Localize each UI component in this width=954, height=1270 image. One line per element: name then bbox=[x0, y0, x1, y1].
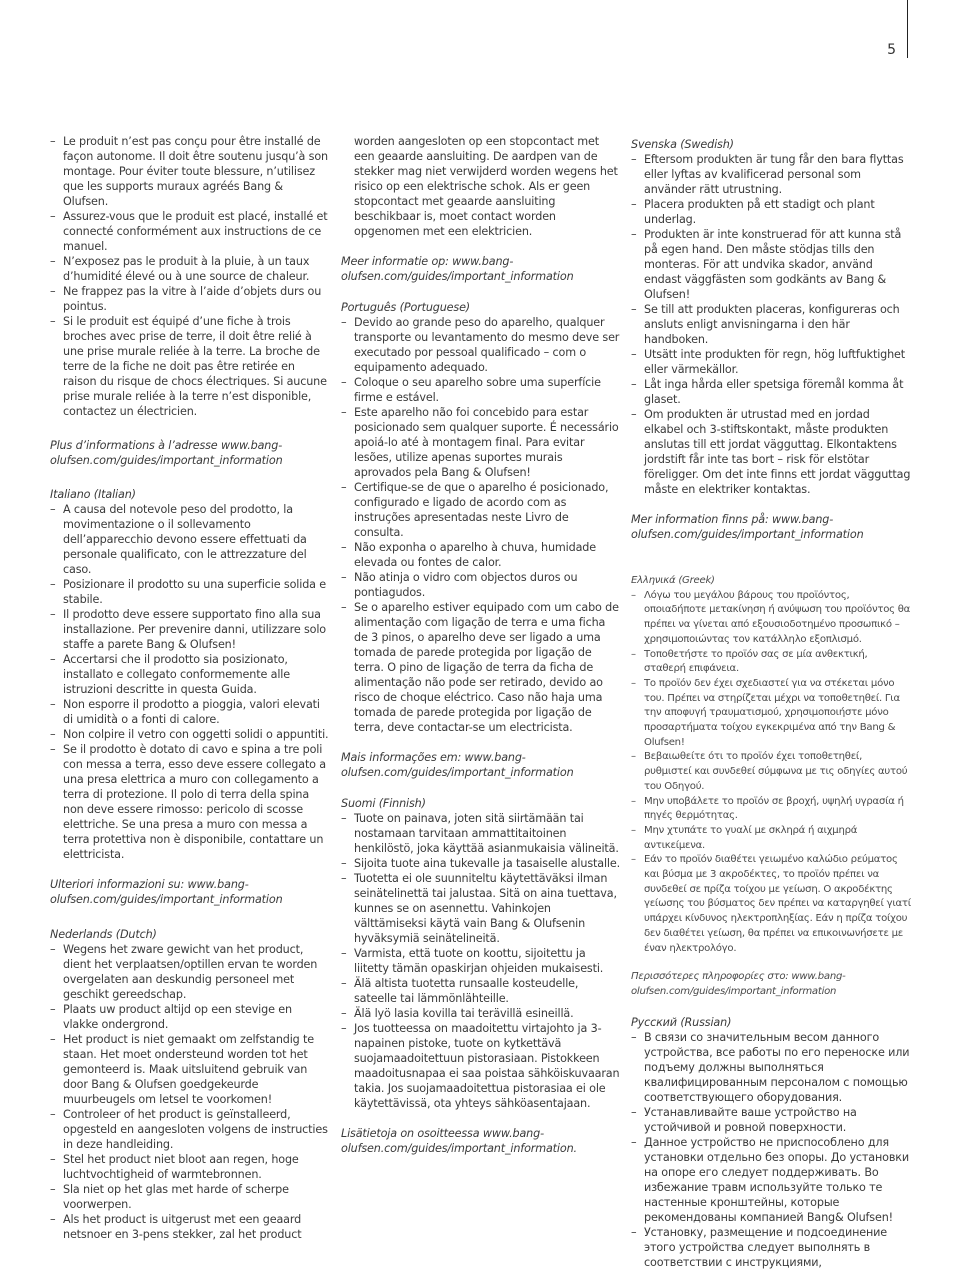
section-greek bbox=[631, 574, 912, 1000]
list-item: – Se il prodotto è dotato di cavo e spina a tre poli con messa a terra, esso deve essere collegato a una presa elettrica a muro con collegamento a terra di protezione. Il polo di terra della spina non deve essere rimosso: pericolo di scosse elettriche. Se una presa a muro con messa a terra protettiva non è disponibile, contattare un elettricista. bbox=[50, 742, 330, 862]
french-list bbox=[50, 134, 330, 419]
section-heading bbox=[631, 137, 912, 152]
swedish-heading: Svenska bbox=[631, 138, 677, 151]
list-item: – Accertarsi che il prodotto sia posizionato, installato e collegato conformemente alle istruzioni descritte in questa Guida. bbox=[50, 652, 330, 697]
list-item: – Tuotetta ei ole suunniteltu käytettäväksi ilman seinätelinettä tai jalustaa. Sitä on aina tuettava, kunnes se on asennettu. Vahinkojen välttämiseksi käytä vain Bang & Olufsenin hyväksymiä seinätelineitä. bbox=[341, 871, 620, 946]
portuguese-heading-en: (Portuguese) bbox=[399, 301, 471, 314]
list-item: – Si le produit est équipé d’une fiche à trois broches avec prise de terre, il doit être relié à une prise murale reliée à la terre. La broche de terre de la fiche ne doit pas être retirée en raison du risque de chocs électriques. Si aucune prise murale reliée à la terre n’est disponible, contactez un électricien. bbox=[50, 314, 330, 419]
finnish-heading: Suomi bbox=[341, 797, 376, 810]
portuguese-list bbox=[341, 315, 620, 735]
list-item: – Este aparelho não foi concebido para estar posicionado sem qualquer suporte. É necessário apoiá-lo até à montagem final. Para evitar lesões, utilize apenas suportes murais aprovados pela Bang & Olufsen! bbox=[341, 405, 620, 480]
italian-heading: Italiano bbox=[50, 488, 91, 501]
list-item: – Stel het product niet bloot aan regen, hoge luchtvochtigheid of warmtebronnen. bbox=[50, 1152, 330, 1182]
dutch-heading-en: (Dutch) bbox=[115, 928, 157, 941]
dutch-heading: Nederlands bbox=[50, 928, 113, 941]
column-1 bbox=[50, 134, 330, 1242]
russian-list bbox=[631, 1030, 912, 1270]
list-item: – Ne frappez pas la vitre à l’aide d’objets durs ou pointus. bbox=[50, 284, 330, 314]
list-item: – Älä lyö lasia kovilla tai terävillä esineillä. bbox=[341, 1006, 620, 1021]
list-item: – N’exposez pas le produit à la pluie, à un taux d’humidité élevé ou à une source de chaleur. bbox=[50, 254, 330, 284]
greek-heading: Ελληνικά bbox=[631, 575, 676, 586]
list-item: – Controleer of het product is geïnstalleerd, opgesteld en aangesloten volgens de instructies in deze handleiding. bbox=[50, 1107, 330, 1152]
list-item: – Το προϊόν δεν έχει σχεδιαστεί για να στέκεται μόνο του. Πρέπει να στηρίζεται μέχρι να τοποθετηθεί. Για την αποφυγή τραυματισμού, χρησιμοποιήστε μόνο προσαρτήματα τοίχου εγκεκριμένα από την Bang & Olufsen! bbox=[631, 677, 912, 751]
list-item: – Produkten är inte konstruerad för att kunna stå på egen hand. Den måste stödjas tills den monteras. För att undvika skador, använd endast väggfästen som godkänts av Bang & Olufsen! bbox=[631, 227, 912, 302]
section-dutch bbox=[50, 927, 330, 1242]
section-swedish bbox=[631, 137, 912, 542]
list-item: – Het product is niet gemaakt om zelfstandig te staan. Het moet ondersteund worden tot het gemonteerd is. Maak uitsluitend gebruik van door Bang & Olufsen goedgekeurde muurbeugels om letsel te voorkomen! bbox=[50, 1032, 330, 1107]
greek-heading-en: (Greek) bbox=[678, 575, 715, 586]
list-item: – A causa del notevole peso del prodotto, la movimentazione o il sollevamento dell’apparecchio devono essere effettuati da personale qualificato, con le attrezzature del caso. bbox=[50, 502, 330, 577]
list-item: – Tuote on painava, joten sitä siirtämään tai nostamaan tarvitaan ammattitaitoinen henkilöstö, joka käyttää asianmukaisia välineitä. bbox=[341, 811, 620, 856]
list-item: – Λόγω του μεγάλου βάρους του προϊόντος, οποιαδήποτε μετακίνηση ή ανύψωση του προϊόντος θα πρέπει να γίνεται από εξουσιοδοτημένο προσωπικό – χρησιμοποιώντας τον κατάλληλο εξοπλισμό. bbox=[631, 589, 912, 648]
list-item: – Sijoita tuote aina tukevalle ja tasaiselle alustalle. bbox=[341, 856, 620, 871]
list-item: – Non colpire il vetro con oggetti solidi o appuntiti. bbox=[50, 727, 330, 742]
italian-list bbox=[50, 502, 330, 862]
section-finnish bbox=[341, 796, 620, 1156]
swedish-heading-en: (Swedish) bbox=[680, 138, 734, 151]
page-number: 5 bbox=[887, 42, 896, 58]
list-item: – Placera produkten på ett stadigt och plant underlag. bbox=[631, 197, 912, 227]
dutch-list bbox=[50, 942, 330, 1242]
section-italian bbox=[50, 487, 330, 907]
russian-heading: Русский bbox=[631, 1015, 677, 1029]
list-item: – Wegens het zware gewicht van het product, dient het verplaatsen/optillen ervan te worden overgelaten aan deskundig personeel met geschikt gereedschap. bbox=[50, 942, 330, 1002]
list-item: – Låt inga hårda eller spetsiga föremål komma åt glaset. bbox=[631, 377, 912, 407]
list-item: – Älä altista tuotetta runsaalle kosteudelle, sateelle tai lämmönlähteille. bbox=[341, 976, 620, 1006]
section-french bbox=[50, 134, 330, 468]
section-heading bbox=[341, 300, 620, 315]
list-item: – Plaats uw product altijd op een stevige en vlakke ondergrond. bbox=[50, 1002, 330, 1032]
list-item: – Μην υποβάλετε το προϊόν σε βροχή, υψηλή υγρασία ή πηγές θερμότητας. bbox=[631, 795, 912, 824]
swedish-more-info: Mer information finns på: www.bang-olufsen.com/guides/important_information bbox=[631, 513, 864, 541]
list-item: – Assurez-vous que le produit est placé, installé et connecté conformément aux instructions de ce manuel. bbox=[50, 209, 330, 254]
section-russian bbox=[631, 1015, 912, 1270]
finnish-heading-en: (Finnish) bbox=[378, 797, 426, 810]
section-heading bbox=[50, 927, 330, 942]
list-item: – Установку, размещение и подсоединение этого устройства следует выполнять в соответствии с инструкциями, bbox=[631, 1225, 912, 1270]
greek-list bbox=[631, 589, 912, 957]
finnish-list bbox=[341, 811, 620, 1111]
list-item: – Se till att produkten placeras, konfigureras och ansluts enligt anvisningarna i den här handboken. bbox=[631, 302, 912, 347]
list-item: – Varmista, että tuote on koottu, sijoitettu ja liitetty tämän opaskirjan ohjeiden mukaisesti. bbox=[341, 946, 620, 976]
finnish-more-info: Lisätietoja on osoitteessa www.bang-olufsen.com/guides/important_information. bbox=[341, 1127, 577, 1155]
list-item: – Coloque o seu aparelho sobre uma superfície firme e estável. bbox=[341, 375, 620, 405]
list-item: – Устанавливайте ваше устройство на устойчивой и ровной поверхности. bbox=[631, 1105, 912, 1135]
list-item: – Данное устройство не приспособлено для установки отдельно без опоры. До установки на опоре его следует поддерживать. Во избежание травм используйте только те настенные кронштейны, которые рекомендованы компанией Bang& Olufsen! bbox=[631, 1135, 912, 1225]
page-edge-line bbox=[907, 0, 908, 58]
list-item: – Posizionare il prodotto su una superficie solida e stabile. bbox=[50, 577, 330, 607]
section-heading bbox=[50, 487, 330, 502]
list-item: – Il prodotto deve essere supportato fino alla sua installazione. Per prevenire danni, utilizzare solo staffe a parete Bang & Olufsen! bbox=[50, 607, 330, 652]
list-item: – Jos tuotteessa on maadoitettu virtajohto ja 3-napainen pistoke, tuote on kytkettävä suojamaadoitettuun pistorasiaan. Pistokkeen maadoitusnapaa ei saa poistaa sähköiskuvaaran takia. Jos suojamaadoitettua pistorasiaa ei ole käytettävissä, ota yhteys sähköasentajaan. bbox=[341, 1021, 620, 1111]
list-item: – Μην χτυπάτε το γυαλί με σκληρά ή αιχμηρά αντικείμενα. bbox=[631, 824, 912, 853]
list-item: – Τοποθετήστε το προϊόν σας σε μία ανθεκτική, σταθερή επιφάνεια. bbox=[631, 648, 912, 677]
section-heading bbox=[631, 574, 912, 589]
list-item: – Βεβαιωθείτε ότι το προϊόν έχει τοποθετηθεί, ρυθμιστεί και συνδεθεί σύμφωνα με τις οδηγίες αυτού του Οδηγού. bbox=[631, 750, 912, 794]
list-item: – Als het product is uitgerust met een geaard netsnoer en 3-pens stekker, zal het product bbox=[50, 1212, 330, 1242]
swedish-list bbox=[631, 152, 912, 497]
dutch-more-info: Meer informatie op: www.bang-olufsen.com/guides/important_information bbox=[341, 255, 574, 283]
french-more-info: Plus d’informations à l’adresse www.bang-olufsen.com/guides/important_information bbox=[50, 439, 283, 467]
list-item: – Utsätt inte produkten för regn, hög luftfuktighet eller värmekällor. bbox=[631, 347, 912, 377]
portuguese-heading: Português bbox=[341, 301, 397, 314]
list-item: – Eftersom produkten är tung får den bara flyttas eller lyftas av kvalificerad personal som använder rätt utrustning. bbox=[631, 152, 912, 197]
section-heading bbox=[631, 1015, 912, 1030]
italian-heading-en: (Italian) bbox=[93, 488, 136, 501]
russian-heading-en: (Russian) bbox=[680, 1015, 732, 1029]
greek-more-info: Περισσότερες πληροφορίες στο: www.bang-olufsen.com/guides/important_information bbox=[631, 971, 846, 997]
list-item: – Sla niet op het glas met harde of scherpe voorwerpen. bbox=[50, 1182, 330, 1212]
column-2 bbox=[341, 134, 620, 1156]
list-item: – В связи со значительным весом данного устройства, все работы по его переноске или подъему должны выполняться квалифицированным персоналом с помощью соответствующего оборудования. bbox=[631, 1030, 912, 1105]
list-item: – Non esporre il prodotto a pioggia, valori elevati di umidità o a fonti di calore. bbox=[50, 697, 330, 727]
section-portuguese bbox=[341, 300, 620, 780]
list-item: worden aangesloten op een stopcontact met een geaarde aansluiting. De aardpen van de stekker mag niet verwijderd worden wegens het risico op een elektrische schok. Als er geen stopcontact met geaarde aansluiting beschikbaar is, moet contact worden opgenomen met een elektricien. bbox=[354, 135, 618, 238]
list-item: – Om produkten är utrustad med en jordad elkabel och 3-stiftskontakt, måste produkten anslutas till ett jordat vägguttag. Elkontaktens jordstift får inte tas bort – risk för elstötar föreligger. Om det inte finns ett jordat vägguttag måste en elektriker kontaktas. bbox=[631, 407, 912, 497]
italian-more-info: Ulteriori informazioni su: www.bang-olufsen.com/guides/important_information bbox=[50, 878, 283, 906]
section-dutch-continued bbox=[341, 134, 620, 284]
list-item: – Não exponha o aparelho à chuva, humidade elevada ou fontes de calor. bbox=[341, 540, 620, 570]
list-item: – Não atinja o vidro com objectos duros ou pontiagudos. bbox=[341, 570, 620, 600]
list-item: – Certifique-se de que o aparelho é posicionado, configurado e ligado de acordo com as instruções apresentadas neste Livro de consulta. bbox=[341, 480, 620, 540]
list-item: – Εάν το προϊόν διαθέτει γειωμένο καλώδιο ρεύματος και βύσμα με 3 ακροδέκτες, το προϊόν πρέπει να συνδεθεί σε πρίζα τοίχου με γείωση. Ο ακροδέκτης γείωσης του βύσματος δεν πρέπει να καταργηθεί γιατί υπάρχει κίνδυνος ηλεκτροπληξίας. Εάν η πρίζα τοίχου δεν διαθέτει γείωση, θα πρέπει να επικοινωνήσετε με έναν ηλεκτρολόγο. bbox=[631, 853, 912, 956]
list-item: – Se o aparelho estiver equipado com um cabo de alimentação com ligação de terra e uma ficha de 3 pinos, o aparelho deve ser ligado a uma tomada de parede protegida por ligação de terra. O pino de ligação de terra da ficha de alimentação não pode ser retirado, devido ao risco de choque eléctrico. Caso não haja uma tomada de parede protegida por ligação de terra, deve contactar-se um electricista. bbox=[341, 600, 620, 735]
portuguese-more-info: Mais informações em: www.bang-olufsen.com/guides/important_information bbox=[341, 751, 574, 779]
dutch-list-continued bbox=[341, 134, 620, 239]
list-item: – Devido ao grande peso do aparelho, qualquer transporte ou levantamento do mesmo deve ser executado por pessoal qualificado – com o equipamento adequado. bbox=[341, 315, 620, 375]
column-3 bbox=[631, 137, 912, 1270]
list-item: – Le produit n’est pas conçu pour être installé de façon autonome. Il doit être soutenu jusqu’à son montage. Pour éviter toute blessure, n’utilisez que les supports muraux agréés Bang & Olufsen. bbox=[50, 134, 330, 209]
section-heading bbox=[341, 796, 620, 811]
